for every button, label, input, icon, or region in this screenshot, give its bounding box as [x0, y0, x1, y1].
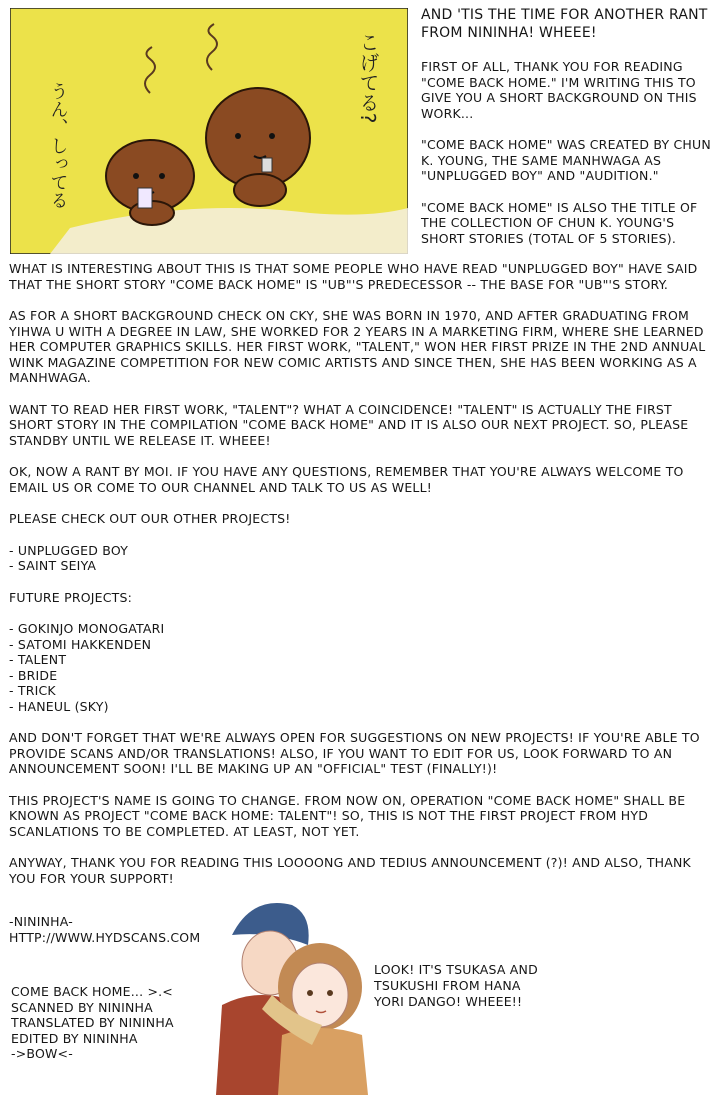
credits — [11, 984, 211, 1062]
future-projects-list — [9, 621, 713, 714]
paragraph-suggestions: AND DON'T FORGET THAT WE'RE ALWAYS OPEN FOR SUGGESTIONS ON NEW PROJECTS! IF YOU'RE ABLE TO PROVIDE SCANS AND/OR TRANSLATIONS! ALSO, IF YOU WANT TO EDIT FOR US, LOOK FORWARD TO AN ANNOUNCEMENT SOON! I'LL BE MAKING UP AN "OFFICIAL" TEST (FINALLY!)! — [9, 730, 700, 776]
paragraph-rant: OK, NOW A RANT BY MOI. IF YOU HAVE ANY QUESTIONS, REMEMBER THAT YOU'RE ALWAYS WELCOME TO EMAIL US OR COME TO OUR CHANNEL AND TALK TO US AS WELL! — [9, 464, 684, 495]
credits-translated: TRANSLATED BY NININHA — [11, 1015, 174, 1030]
future-projects-label: FUTURE PROJECTS: — [9, 589, 133, 605]
list-item: - TALENT — [9, 652, 67, 667]
caption-top: こげてる? — [356, 32, 380, 124]
intro-paragraph-1: FIRST OF ALL, THANK YOU FOR READING "COME BACK HOME." I'M WRITING THIS TO GIVE YOU A SHORT BACKGROUND ON THIS WORK... — [421, 59, 697, 121]
credits-title: COME BACK HOME... >.< — [11, 984, 173, 999]
credits-scanned: SCANNED BY NININHA — [11, 999, 153, 1015]
tsukasa-tsukushi-illustration — [212, 895, 372, 1095]
list-item: - HANEUL (SKY) — [9, 698, 109, 714]
paragraph-thanks: ANYWAY, THANK YOU FOR READING THIS LOOOONG AND TEDIUS ANNOUNCEMENT (?)! AND ALSO, THANK YOU FOR YOUR SUPPORT! — [9, 855, 691, 886]
intro-paragraph-2: "COME BACK HOME" WAS CREATED BY CHUN K. YOUNG, THE SAME MANHWAGA AS "UNPLUGGED BOY" AND "AUDITION." — [421, 137, 711, 183]
intro-heading: AND 'TIS THE TIME FOR ANOTHER RANT FROM NININHA! WHEEE! — [421, 7, 708, 41]
signature-url: HTTP://WWW.HYDSCANS.COM — [9, 929, 201, 945]
list-item: - BRIDE — [9, 667, 58, 683]
credits-edited: EDITED BY NININHA — [11, 1030, 138, 1046]
intro-paragraph-3: "COME BACK HOME" IS ALSO THE TITLE OF THE COLLECTION OF CHUN K. YOUNG'S SHORT STORIES (TOTAL OF 5 STORIES). — [421, 199, 698, 246]
list-item: - TRICK — [9, 683, 56, 698]
intro-column — [421, 6, 713, 262]
list-item: - SAINT SEIYA — [9, 558, 97, 573]
other-projects-list — [9, 543, 713, 574]
list-item: - GOKINJO MONOGATARI — [9, 621, 165, 636]
caption-side: うん、しってる — [47, 82, 69, 210]
paragraph-check-projects: PLEASE CHECK OUT OUR OTHER PROJECTS! — [9, 511, 291, 526]
list-item: - SATOMI HAKKENDEN — [9, 636, 152, 652]
signature-name: -NININHA- — [9, 914, 73, 929]
signature — [9, 914, 219, 945]
paragraph-interesting: WHAT IS INTERESTING ABOUT THIS IS THAT SOME PEOPLE WHO HAVE READ "UNPLUGGED BOY" HAVE SAID THAT THE SHORT STORY "COME BACK HOME" IS "UB"'S PREDECESSOR -- THE BASE FOR "UB"'S STORY. — [9, 261, 698, 292]
paragraph-background: AS FOR A SHORT BACKGROUND CHECK ON CKY, SHE WAS BORN IN 1970, AND AFTER GRADUATING FROM YIHWA U WITH A DEGREE IN LAW, SHE WORKED FOR 2 YEARS IN A MARKETING FIRM, WHERE SHE LEARNED HER COMPUTER GRAPHICS SKILLS. HER FIRST WORK, "TALENT," WON HER FIRST PRIZE IN THE 2ND ANNUAL WINK MAGAZINE COMPETITION FOR NEW COMIC ARTISTS AND SINCE THEN, SHE HAS BEEN WORKING AS A MANHWAGA. — [9, 308, 706, 385]
list-item: - UNPLUGGED BOY — [9, 542, 129, 558]
credits-bow: ->BOW<- — [11, 1046, 73, 1061]
illustration-caption: LOOK! IT'S TSUKASA AND TSUKUSHI FROM HANA YORI DANGO! WHEEE!! — [374, 962, 538, 1009]
paragraph-name-change: THIS PROJECT'S NAME IS GOING TO CHANGE. FROM NOW ON, OPERATION "COME BACK HOME" SHALL BE KNOWN AS PROJECT "COME BACK HOME: TALENT"! SO, THIS IS NOT THE FIRST PROJECT FROM HYD SCANLATIONS TO BE COMPLETED. AT LEAST, NOT YET. — [9, 792, 686, 839]
paragraph-talent: WANT TO READ HER FIRST WORK, "TALENT"? WHAT A COINCIDENCE! "TALENT" IS ACTUALLY THE FIRST SHORT STORY IN THE COMPILATION "COME BACK HOME" AND IT IS ALSO OUR NEXT PROJECT. SO, PLEASE STANDBY UNTIL WE RELEASE IT. WHEEE! — [9, 401, 689, 448]
chestnut-characters-illustration — [10, 8, 408, 254]
main-text — [9, 261, 713, 902]
